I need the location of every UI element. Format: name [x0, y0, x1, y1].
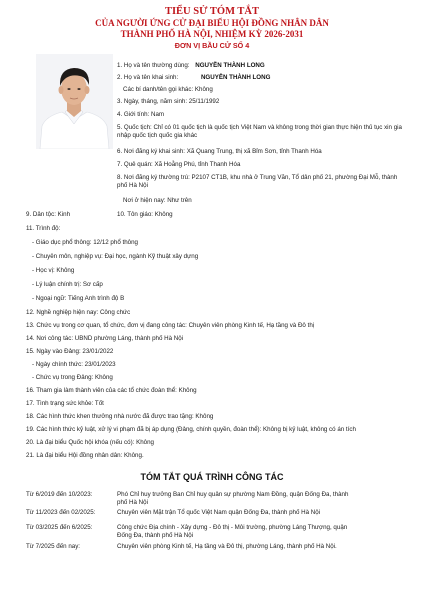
field-education-degree: - Học vị: Không — [32, 267, 75, 274]
field-health: 17. Tình trạng sức khỏe: Tốt — [26, 400, 104, 407]
career-item-date: Từ 03/2025 đến 6/2025: — [26, 524, 93, 531]
field-awards: 18. Các hình thức khen thưởng nhà nước đã được trao tặng: Không — [26, 413, 214, 420]
career-item-date: Từ 7/2025 đến nay: — [26, 543, 81, 550]
field-education-professional: - Chuyên môn, nghiệp vụ: Đại học, ngành Kỹ thuật xây dựng — [32, 253, 199, 260]
field-party-join-date: 15. Ngày vào Đảng: 23/01/2022 — [26, 348, 114, 355]
field-gender: 4. Giới tính: Nam — [117, 111, 165, 118]
career-item-date: Từ 6/2019 đến 10/2023: — [26, 491, 93, 498]
field-position: 13. Chức vụ trong cơ quan, tổ chức, đơn vị đang công tác: Chuyên viên phòng Kinh tế, Hạ tầng và Đô thị — [26, 322, 315, 329]
field-birth-name-label: 2. Họ và tên khai sinh: — [117, 74, 179, 81]
field-party-position: - Chức vụ trong Đảng: Không — [32, 374, 113, 381]
field-hometown: 7. Quê quán: Xã Hoằng Phú, tỉnh Thanh Hóa — [117, 161, 241, 168]
field-aliases: Các bí danh/tên gọi khác: Không — [123, 86, 213, 93]
field-organizations: 16. Tham gia làm thành viên của các tổ chức đoàn thể: Không — [26, 387, 197, 394]
field-peoples-council: 21. Là đại biểu Hội đồng nhân dân: Không. — [26, 452, 144, 459]
doc-title: TIỂU SỬ TÓM TẮT — [164, 6, 260, 17]
portrait-photo — [36, 54, 113, 149]
field-education-language: - Ngoại ngữ: Tiếng Anh trình độ B — [32, 295, 125, 302]
field-common-name-label: 1. Họ và tên thường dùng: — [117, 62, 190, 69]
field-ethnicity: 9. Dân tộc: Kinh — [26, 211, 71, 218]
doc-term: THÀNH PHỐ HÀ NỘI, NHIỆM KỲ 2026-2031 — [120, 29, 304, 39]
career-item-date: Từ 11/2023 đến 02/2025: — [26, 509, 96, 516]
field-education: 11. Trình độ: — [26, 225, 61, 232]
field-religion: 10. Tôn giáo: Không — [117, 211, 173, 218]
field-nationality: 5. Quốc tịch: Chỉ có 01 quốc tịch là quốc tịch Việt Nam và không trong thời gian thực hiện thủ tục xin gia nhập quốc tịch quốc gia khác — [117, 124, 402, 139]
portrait-illustration — [36, 54, 113, 149]
career-section-title: TÓM TẮT QUÁ TRÌNH CÔNG TÁC — [140, 472, 284, 482]
field-permanent-residence: 8. Nơi đăng ký thường trú: P2107 CT1B, khu nhà ở Trung Văn, Tổ dân phố 21, phường Đại Mỗ, thành phố Hà Nội — [117, 174, 398, 189]
field-education-politics: - Lý luận chính trị: Sơ cấp — [32, 281, 103, 288]
field-common-name — [117, 62, 265, 70]
career-item-text: Công chức Địa chính - Xây dựng - Đô thị - Môi trường, phường Láng Thượng, quận Đống Đa, thành phố Hà Nội — [117, 524, 348, 539]
electoral-unit: ĐƠN VỊ BẦU CỬ SỐ 4 — [174, 41, 250, 50]
field-birth-registration: 6. Nơi đăng ký khai sinh: Xã Quang Trung, thị xã Bỉm Sơn, tỉnh Thanh Hóa — [117, 148, 322, 155]
field-birth-name-value: NGUYỄN THÀNH LONG — [200, 74, 271, 81]
field-occupation: 12. Nghề nghiệp hiện nay: Công chức — [26, 309, 131, 316]
field-birth-date: 3. Ngày, tháng, năm sinh: 25/11/1992 — [117, 98, 220, 105]
field-birth-name — [117, 74, 270, 82]
field-discipline: 19. Các hình thức kỷ luật, xử lý vi phạm đã bị áp dụng (Đảng, chính quyền, đoàn thể): Không bị kỷ luật, không có án tích — [26, 426, 356, 433]
doc-subtitle: CỦA NGƯỜI ỨNG CỬ ĐẠI BIỂU HỘI ĐỒNG NHÂN DÂN — [95, 18, 329, 28]
field-education-general: - Giáo dục phổ thông: 12/12 phổ thông — [32, 239, 138, 246]
field-common-name-value: NGUYỄN THÀNH LONG — [195, 62, 265, 69]
career-item-text: Phó Chỉ huy trưởng Ban Chỉ huy quân sự phường Nam Đồng, quận Đống Đa, thành phố Hà Nội — [117, 491, 349, 506]
field-workplace: 14. Nơi công tác: UBND phường Láng, thành phố Hà Nội — [26, 335, 184, 342]
field-national-assembly: 20. Là đại biểu Quốc hội khóa (nếu có): Không — [26, 439, 154, 446]
field-current-residence: Nơi ở hiện nay: Như trên — [123, 197, 192, 204]
career-item-text: Chuyên viên Mặt trận Tổ quốc Việt Nam quận Đống Đa, thành phố Hà Nội — [117, 509, 321, 516]
field-party-official-date: - Ngày chính thức: 23/01/2023 — [32, 361, 116, 368]
career-item-text: Chuyên viên phòng Kinh tế, Hạ tầng và Đô thị, phường Láng, thành phố Hà Nội. — [117, 543, 337, 550]
